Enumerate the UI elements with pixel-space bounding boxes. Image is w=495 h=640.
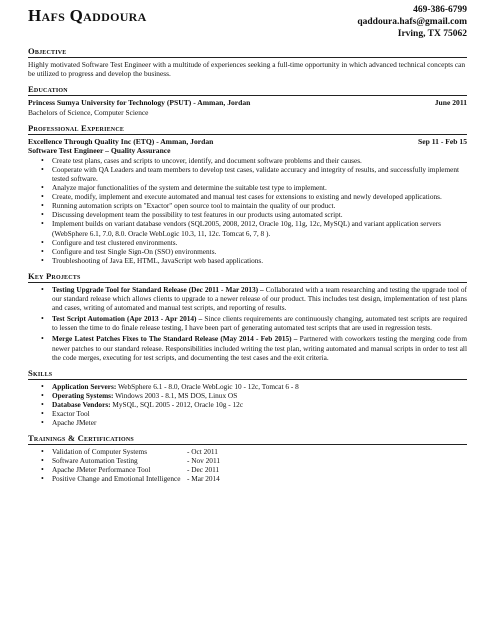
experience-company: Excellence Through Quality Inc (ETQ) - Amman, Jordan	[28, 137, 214, 147]
list-item	[52, 456, 467, 465]
experience-bullets	[28, 156, 467, 265]
skill-value: Exactor Tool	[52, 408, 90, 418]
experience-role: Software Test Engineer – Quality Assurance	[28, 146, 171, 156]
project-description: Partnered with coworkers testing the merging code from newer patches to our standard release. Responsibilities included writing the test plan, writing automated and manual scripts in order to test all the code merges, executing for test scripts, and documenting the test cases and the exit criteria.	[52, 334, 468, 362]
list-item: • Analyze major functionalities of the system and determine the suitable test type to implement.	[52, 183, 467, 192]
candidate-name: Hafs Qaddoura	[28, 6, 147, 25]
project-title: Testing Upgrade Tool for Standard Release (Dec 2011 - Mar 2013) –	[52, 284, 264, 294]
objective-text: Highly motivated Software Test Engineer with a multitude of experiences seeking a full-time opportunity in which advanced technical concepts can be utilized to progress and develop the business.	[28, 60, 466, 79]
skill-key: Operating Systems:	[52, 390, 114, 400]
experience-date: Sep 11 - Feb 15	[418, 137, 467, 147]
project-description: Since clients requirements are continuously changing, automated test scripts are required to lessen the time to do finale release testing, I have been part of generating automated test scripts that are used in regression tests.	[52, 314, 467, 333]
education-degree: Bachelors of Science, Computer Science	[28, 107, 149, 117]
list-item	[52, 465, 467, 474]
certification-name: • Software Automation Testing	[52, 456, 138, 466]
list-item: • Discussing development team the possibility to test features in our products using automated script.	[52, 210, 467, 219]
skill-value: WebSphere 6.1 - 8.0, Oracle WebLogic 10 - 12c, Tomcat 6 - 8	[116, 381, 299, 391]
list-item	[52, 334, 467, 361]
email-address: qaddoura.hafs@gmail.com	[357, 17, 467, 27]
contact-info	[357, 4, 467, 40]
list-item: • Running automation scripts on "Exactor" open source tool to maintain the quality of our product.	[52, 201, 467, 210]
certification-name: • Positive Change and Emotional Intelligence	[52, 474, 181, 484]
projects-heading: Key Projects	[28, 271, 467, 283]
list-item	[52, 418, 467, 427]
skill-value: MySQL, SQL 2005 - 2012, Oracle 10g - 12c	[110, 399, 244, 409]
resume-header	[28, 6, 467, 44]
certification-name: • Validation of Computer Systems	[52, 447, 148, 457]
objective-heading: Objective	[28, 46, 467, 58]
project-title: Merge Latest Patches Fixes to The Standard Release (May 2014 - Feb 2015) –	[52, 334, 298, 344]
skill-value: Apache JMeter	[52, 418, 97, 428]
education-heading: Education	[28, 84, 467, 96]
list-item: • Configure and test Single Sign-On (SSO) environments.	[52, 247, 467, 256]
certification-name: • Apache JMeter Performance Tool	[52, 465, 151, 475]
list-item: • Create, modify, implement and execute automated and manual test cases for extensions to existing and newly developed applications.	[52, 192, 467, 201]
certification-date: - Dec 2011	[187, 465, 220, 475]
list-item: • Create test plans, cases and scripts to uncover, identify, and document software problems and their causes.	[52, 156, 467, 165]
experience-row	[28, 137, 467, 146]
education-school: Princess Sumya University for Technology (PSUT) - Amman, Jordan	[28, 98, 251, 108]
location: Irving, TX 75062	[397, 29, 467, 39]
education-date: June 2011	[434, 98, 467, 108]
skill-value: Windows 2003 - 8.1, MS DOS, Linux OS	[113, 390, 238, 400]
list-item	[52, 391, 467, 400]
list-item: • Troubleshooting of Java EE, HTML, JavaScript web based applications.	[52, 256, 467, 265]
skill-key: Application Servers:	[52, 381, 117, 391]
certifications-heading: Trainings & Certifications	[28, 433, 467, 445]
list-item	[52, 285, 467, 312]
skill-key: Database Vendors:	[52, 399, 111, 409]
experience-heading: Professional Experience	[28, 123, 467, 135]
skills-list	[28, 382, 467, 427]
list-item	[52, 474, 467, 483]
list-item	[52, 447, 467, 456]
list-item: • Cooperate with QA Leaders and team members to develop test cases, validate accuracy and integrity of results, and successfully implement tested software.	[52, 165, 467, 183]
certification-date: - Mar 2014	[187, 474, 220, 484]
list-item	[52, 400, 467, 409]
certifications-list	[28, 447, 467, 483]
list-item: • Implement builds on variant database vendors (SQL2005, 2008, 2012, Oracle 10g, 11g, 12c, MySQL) and variant application servers (WebSphere 6.1, 7.0, 8.0. Oracle WebLogic 10.3, 11, 12c. Tomcat 6, 7, 8 ).	[52, 219, 467, 237]
certification-date: - Oct 2011	[187, 447, 218, 457]
project-description: Collaborated with a team researching and testing the upgrade tool of our standard release which allows clients to upgrade to a newer release of our product. This includes test design, implementation of test plans and cases, writing of automated and manual test scripts, and reporting of results.	[52, 284, 467, 313]
project-title: Test Script Automation (Apr 2013 - Apr 2014) –	[52, 314, 203, 324]
list-item	[52, 314, 467, 332]
education-row	[28, 98, 467, 107]
certification-date: - Nov 2011	[187, 456, 220, 466]
projects-list	[28, 285, 467, 362]
list-item	[52, 382, 467, 391]
skills-heading: Skills	[28, 368, 467, 380]
list-item: • Configure and test clustered environments.	[52, 238, 467, 247]
phone-number: 469-386-6799	[413, 5, 467, 15]
list-item	[52, 409, 467, 418]
